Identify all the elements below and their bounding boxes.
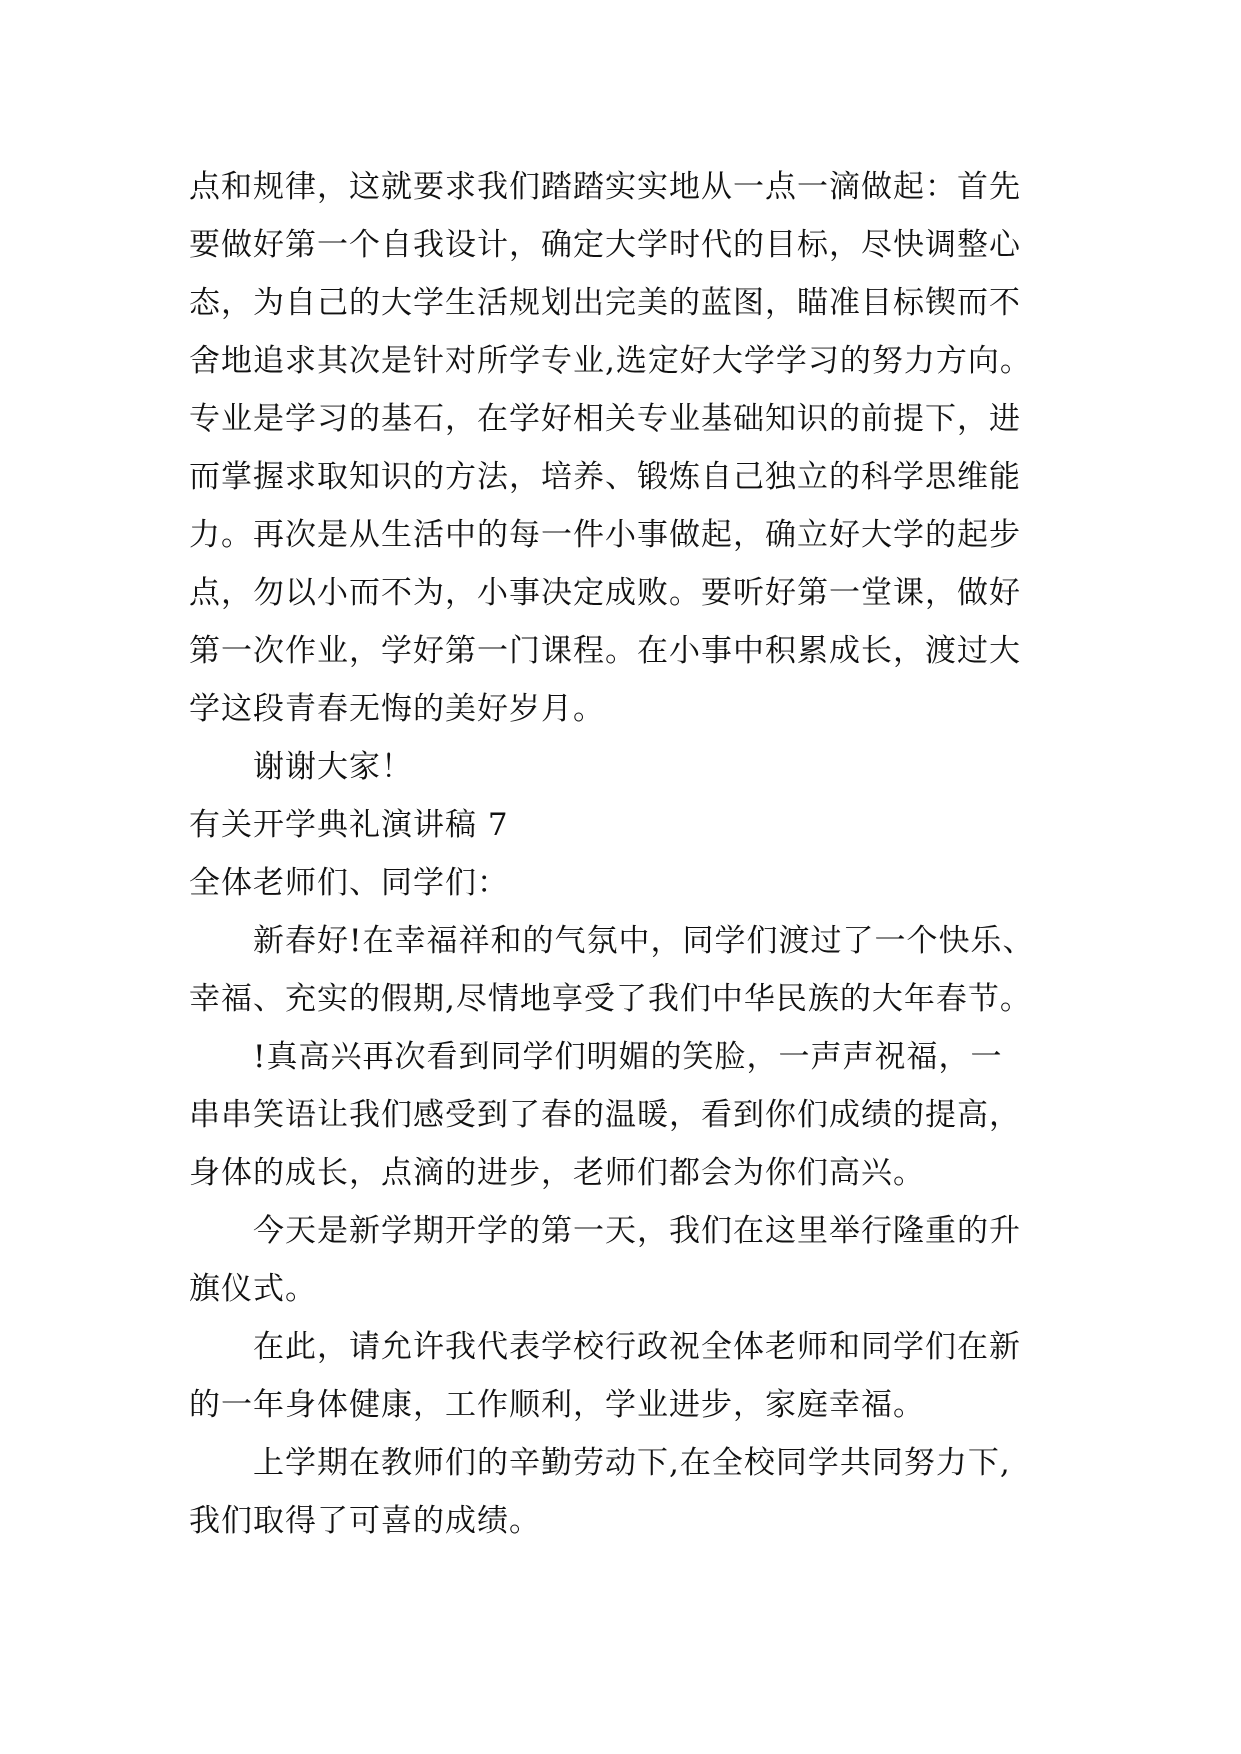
text-line: 专业是学习的基石，在学好相关专业基础知识的前提下，进 — [189, 401, 1021, 437]
text-line: 今天是新学期开学的第一天，我们在这里举行隆重的升 — [253, 1213, 1021, 1249]
document-body — [189, 158, 1069, 1550]
text-line: 态，为自己的大学生活规划出完美的蓝图，瞄准目标锲而不 — [189, 285, 1021, 321]
text-line: 幸福、充实的假期,尽情地享受了我们中华民族的大年春节。 — [189, 981, 1032, 1017]
text-line: 要做好第一个自我设计，确定大学时代的目标，尽快调整心 — [189, 227, 1021, 263]
text-line: 旗仪式。 — [189, 1271, 317, 1307]
text-line: 身体的成长，点滴的进步，老师们都会为你们高兴。 — [189, 1155, 925, 1191]
salutation: 全体老师们、同学们： — [189, 865, 509, 901]
text-line: 而掌握求取知识的方法，培养、锻炼自己独立的科学思维能 — [189, 459, 1021, 495]
text-line: 力。再次是从生活中的每一件小事做起，确立好大学的起步 — [189, 517, 1021, 553]
section-heading: 有关开学典礼演讲稿 7 — [189, 807, 509, 843]
closing-line: 谢谢大家！ — [253, 749, 413, 785]
text-line: 串串笑语让我们感受到了春的温暖，看到你们成绩的提高， — [189, 1097, 1021, 1133]
text-line: 我们取得了可喜的成绩。 — [189, 1503, 541, 1539]
text-line: 第一次作业，学好第一门课程。在小事中积累成长，渡过大 — [189, 633, 1021, 669]
text-line: 新春好!在幸福祥和的气氛中，同学们渡过了一个快乐、 — [253, 923, 1035, 959]
text-line: 点，勿以小而不为，小事决定成败。要听好第一堂课，做好 — [189, 575, 1021, 611]
text-line: 学这段青春无悔的美好岁月。 — [189, 691, 605, 727]
text-line: 上学期在教师们的辛勤劳动下,在全校同学共同努力下, — [253, 1445, 1011, 1481]
text-line: 点和规律，这就要求我们踏踏实实地从一点一滴做起：首先 — [189, 169, 1021, 205]
text-line: 舍地追求其次是针对所学专业,选定好大学学习的努力方向。 — [189, 343, 1032, 379]
text-line: !真高兴再次看到同学们明媚的笑脸，一声声祝福，一 — [253, 1039, 1003, 1075]
text-line: 的一年身体健康，工作顺利，学业进步，家庭幸福。 — [189, 1387, 925, 1423]
text-line: 在此，请允许我代表学校行政祝全体老师和同学们在新 — [253, 1329, 1021, 1365]
